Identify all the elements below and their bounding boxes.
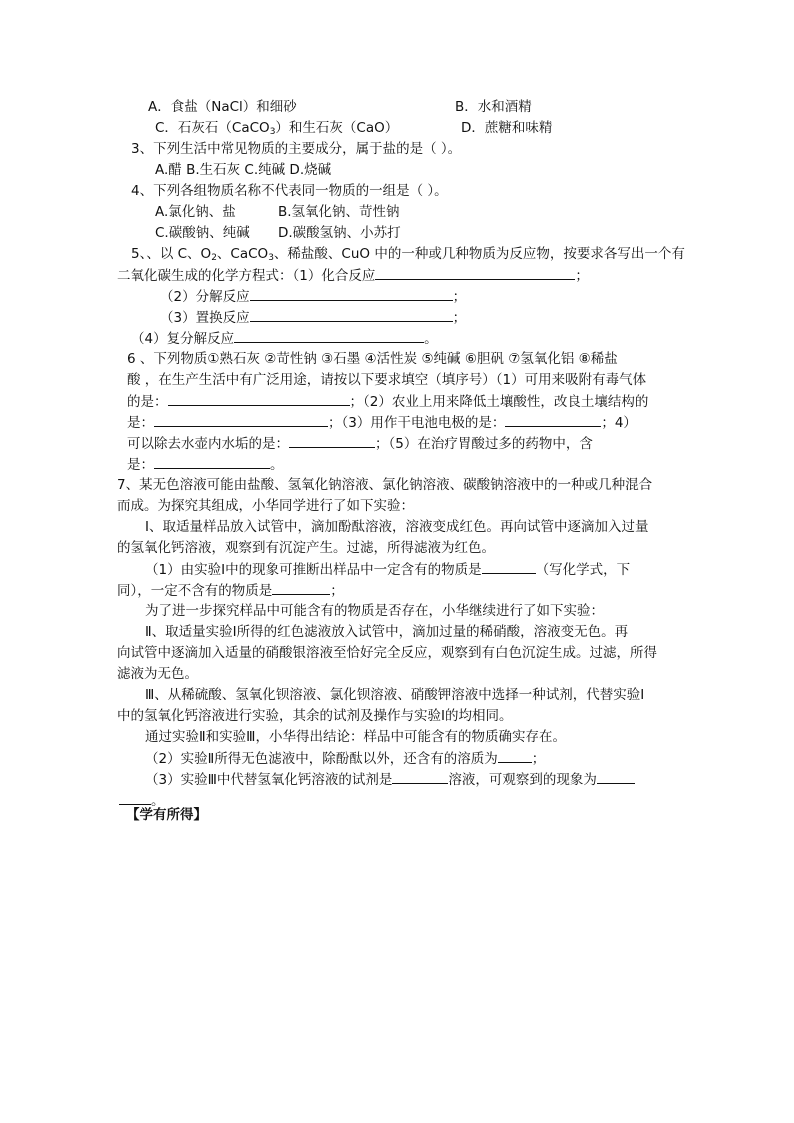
q7-subq2: [145, 749, 545, 768]
q2-option-c-post: ）和生石灰（CaO）: [275, 120, 399, 136]
q6-line3-a: 的是：: [127, 394, 168, 410]
q7-exp2-line2: 向试管中逐滴加入适量的硝酸银溶液至恰好完全反应，观察到有白色沉淀生成。过滤，所得: [117, 645, 657, 661]
q4-option-a: A.氯化钠、盐: [155, 204, 236, 220]
q7-exp3-line2: 中的氢氧化钙溶液进行实验，其余的试剂及操作与实验Ⅰ的均相同。: [117, 708, 513, 724]
q7-blank-4[interactable]: [392, 770, 448, 784]
q6-blank-1[interactable]: [168, 392, 350, 406]
q5-blank-2[interactable]: [250, 287, 453, 301]
q5-item-4: [131, 329, 438, 348]
q6-line5-a: 可以除去水壶内水垢的是：: [127, 436, 289, 452]
q5-sep-1: ；: [575, 268, 589, 284]
q6-blank-5[interactable]: [154, 455, 270, 469]
q6-line6: [127, 455, 284, 474]
q7-exp2-line3: 滤液为无色。: [117, 666, 198, 682]
q6-line4-c: ；4）: [601, 415, 637, 431]
q7-subq1-line1: [145, 560, 630, 579]
q7-subq3-end: 。: [151, 793, 165, 809]
q5-line1-mid: 、CaCO: [216, 246, 269, 262]
q7-subq1-a: （1）由实验Ⅰ中的现象可推断出样品中一定含有的物质是: [145, 562, 482, 578]
q6-blank-2[interactable]: [154, 413, 328, 427]
q5-line1-sub1: 2: [211, 253, 217, 263]
q6-line3: [127, 392, 648, 411]
q7-subq3-b: 溶液，可观察到的现象为: [448, 772, 597, 788]
q5-item-2: [160, 287, 466, 306]
q7-further: 为了进一步探究样品中可能含有的物质是否存在，小华继续进行了如下实验：: [145, 603, 604, 619]
q6-line1: 6 、下列物质①熟石灰 ②苛性钠 ③石墨 ④活性炭 ⑤纯碱 ⑥胆矾 ⑦氢氧化铝 ⑧稀盐: [127, 351, 618, 367]
section-title-learning-gains: 【学有所得】: [126, 807, 207, 823]
q5-line2: [117, 266, 589, 285]
q5-item-2-label: （2）分解反应: [160, 289, 250, 305]
q7-conclusion: 通过实验Ⅱ和实验Ⅲ，小华得出结论：样品中可能含有的物质确实存在。: [145, 729, 566, 745]
q5-end: 。: [424, 331, 438, 347]
q5-sep-3: ；: [452, 310, 467, 326]
q4-option-d: D.碳酸氢钠、小苏打: [278, 225, 401, 241]
q4-stem: 4、下列各组物质名称不代表同一物质的一组是（ ）。: [131, 183, 448, 199]
q7-exp1-line1: Ⅰ、取适量样品放入试管中，滴加酚酞溶液，溶液变成红色。再向试管中逐滴加入过量: [145, 519, 649, 535]
q2-option-c: [155, 119, 398, 141]
q5-line1-post: 、稀盐酸、CuO 中的一种或几种物质为反应物，按要求各写出一个有: [273, 246, 685, 262]
q6-blank-4[interactable]: [289, 434, 375, 448]
q6-line4-a: 是：: [127, 415, 154, 431]
q5-line1-sub2: 3: [268, 253, 274, 263]
q3-options: A.醋 B.生石灰 C.纯碱 D.烧碱: [155, 162, 332, 178]
q6-line5: [127, 434, 593, 453]
q7-blank-5[interactable]: [597, 770, 635, 784]
q6-line4-b: ；（3）用作干电池电极的是：: [328, 415, 506, 431]
q7-blank-3[interactable]: [498, 749, 532, 763]
q7-intro-1: 7、某无色溶液可能由盐酸、氢氧化钠溶液、氯化钠溶液、碳酸钠溶液中的一种或几种混合: [117, 477, 653, 493]
q7-subq1-line2: [117, 581, 344, 600]
q2-option-a: A．食盐（NaCl）和细砂: [148, 99, 297, 115]
q2-option-d: D．蔗糖和味精: [461, 120, 553, 136]
q7-subq1-d: ；: [330, 583, 344, 599]
q7-exp1-line2: 的氢氧化钙溶液，观察到有沉淀产生。过滤，所得滤液为红色。: [117, 540, 495, 556]
q4-option-c: C.碳酸钠、纯碱: [155, 225, 250, 241]
q7-subq2-a: （2）实验Ⅱ所得无色滤液中，除酚酞以外，还含有的溶质为: [145, 751, 498, 767]
q5-item-3: [160, 308, 466, 327]
q6-line4: [127, 413, 637, 432]
q5-line2-text: 二氧化碳生成的化学方程式：（1）化合反应: [117, 268, 376, 284]
q7-exp2-line1: Ⅱ、取适量实验Ⅰ所得的红色滤液放入试管中，滴加过量的稀硝酸，溶液变无色。再: [145, 624, 629, 640]
q7-subq1-c: 同），一定不含有的物质是: [117, 583, 273, 599]
q5-sep-2: ；: [452, 289, 467, 305]
q6-blank-3[interactable]: [505, 413, 601, 427]
q7-subq3-a: （3）实验Ⅲ中代替氢氧化钙溶液的试剂是: [145, 772, 393, 788]
q7-blank-2[interactable]: [272, 581, 330, 595]
q6-line6-b: 。: [270, 457, 284, 473]
q5-blank-3[interactable]: [250, 308, 453, 322]
q7-intro-2: 而成。为探究其组成，小华同学进行了如下实验：: [117, 498, 414, 514]
q2-option-c-sub: 3: [269, 127, 276, 137]
q3-stem: 3、下列生活中常见物质的主要成分，属于盐的是（ ）。: [131, 141, 462, 157]
q6-line2: 酸 ，在生产生活中有广泛用途，请按以下要求填空（填序号）（1）可用来吸附有毒气体: [127, 372, 647, 388]
q5-line1-pre: 5、、以 C、O: [131, 246, 212, 262]
q4-option-b: B.氢氧化钠、苛性钠: [278, 204, 400, 220]
q6-line5-b: ；（5）在治疗胃酸过多的药物中，含: [375, 436, 593, 452]
q7-subq1-b: （写化学式，下: [535, 562, 631, 578]
q6-line3-b: ；（2）农业上用来降低土壤酸性，改良土壤结构的: [349, 394, 649, 410]
q6-line6-a: 是：: [127, 457, 154, 473]
q2-option-c-pre: C．石灰石（CaCO: [155, 120, 270, 136]
q5-item-4-label: （4）复分解反应: [131, 331, 235, 347]
q5-blank-1[interactable]: [375, 266, 575, 280]
q2-option-b: B．水和酒精: [455, 99, 532, 115]
q7-blank-1[interactable]: [482, 560, 536, 574]
q7-subq3: [145, 770, 635, 789]
q5-blank-4[interactable]: [234, 329, 424, 343]
q5-item-3-label: （3）置换反应: [160, 310, 250, 326]
q7-blank-5-cont[interactable]: [119, 791, 151, 805]
q7-subq2-b: ；: [531, 751, 546, 767]
q7-exp3-line1: Ⅲ、从稀硫酸、氢氧化钡溶液、氯化钡溶液、硝酸钾溶液中选择一种试剂，代替实验Ⅰ: [145, 687, 645, 703]
q5-line1: [131, 245, 685, 267]
